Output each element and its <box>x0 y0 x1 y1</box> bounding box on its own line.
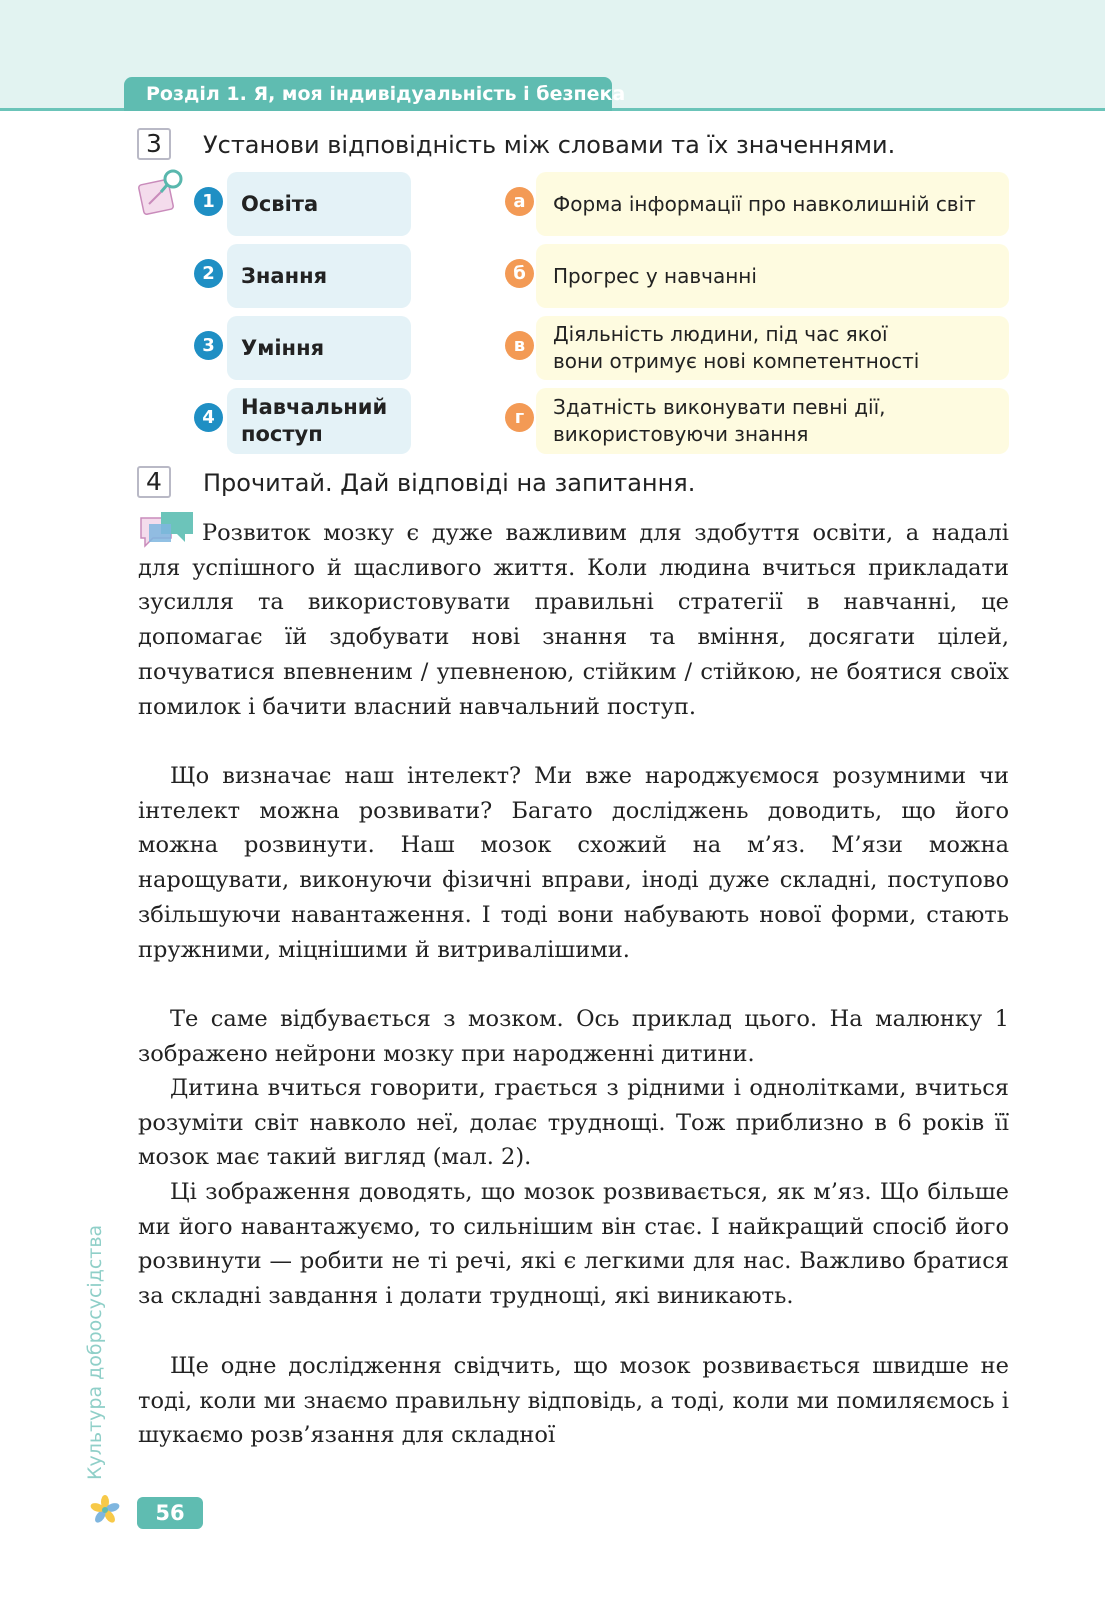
term-marker-4: 4 <box>194 403 223 432</box>
reading-paragraph-3: Те саме відбувається з мозком. Ось приклад цього. На малюнку 1 зображено нейрони мозку при народженні дитини. <box>138 1006 1009 1067</box>
definition-marker-g: г <box>505 403 534 432</box>
definition-text: Прогрес у навчанні <box>553 263 757 288</box>
definition-marker-b: б <box>505 259 534 288</box>
reading-paragraph-4: Дитина вчиться говорити, грається з рідними і однолітками, вчиться розуміти світ навколо неї, долає труднощі. Тож приблизно в 6 років її мозок має такий вигляд (мал. 2). <box>138 1075 1009 1171</box>
definition-box-g[interactable] <box>536 388 1009 454</box>
definition-marker-v: в <box>505 331 534 360</box>
reading-paragraph-2: Що визначає наш інтелект? Ми вже народжуємося розумними чи інтелект можна розвивати? Багато досліджень доводить, що його можна розвинути. Наш мозок схожий на м’яз. М’язи можна нарощувати, виконуючи фізичні вправи, іноді дуже складні, поступово збільшуючи навантаження. І тоді вони набувають нової форми, стають пружними, міцнішими й витривалішими. <box>138 763 1009 963</box>
term-label: Освіта <box>241 192 319 216</box>
term-box-3[interactable] <box>227 316 411 380</box>
term-box-2[interactable] <box>227 244 411 308</box>
term-marker-2: 2 <box>194 259 223 288</box>
task-4-number: 4 <box>137 466 171 498</box>
definition-text: Здатність виконувати певні дії, використовуючи знання <box>553 395 886 446</box>
definition-text: Діяльність людини, під час якої вони отримує нові компетентності <box>553 322 920 373</box>
definition-text: Форма інформації про навколишній світ <box>553 191 976 216</box>
reading-paragraph-5: Ці зображення доводять, що мозок розвивається, як м’яз. Що більше ми його навантажуємо, то сильнішим він стає. І найкращий спосіб його розвинути — робити не ті речі, які є легкими для нас. Важливо братися за складні завдання і долати труднощі, які виникають. <box>138 1179 1009 1310</box>
flower-icon <box>90 1495 120 1525</box>
definition-box-a[interactable] <box>536 172 1009 236</box>
term-marker-1: 1 <box>194 187 223 216</box>
task-3-number: 3 <box>137 128 171 160</box>
term-label: Знання <box>241 264 328 288</box>
term-marker-3: 3 <box>194 331 223 360</box>
chapter-label: Розділ 1. Я, моя індивідуальність і безпека <box>124 77 612 111</box>
page-number: 56 <box>137 1497 203 1529</box>
side-section-title: Культура добросусідства <box>84 1224 106 1480</box>
definition-box-b[interactable] <box>536 244 1009 308</box>
reading-paragraph-1: Розвиток мозку є дуже важливим для здобуття освіти, а надалі для успішного й щасливого життя. Коли людина вчиться прикладати зусилля та використовувати правильні стратегії в навчанні, це допомагає їй здобувати нові знання та вміння, досягати цілей, почуватися впевненим / упевненою, стійким / стійкою, не боятися своїх помилок і бачити власний навчальний поступ. <box>138 520 1009 720</box>
definition-box-v[interactable] <box>536 316 1009 380</box>
task-4-instruction: Прочитай. Дай відповіді на запитання. <box>203 469 696 497</box>
definition-marker-a: а <box>505 187 534 216</box>
magnifier-pencil-icon <box>137 166 189 218</box>
task-3-instruction: Установи відповідність між словами та їх значеннями. <box>203 131 896 159</box>
term-label: Уміння <box>241 336 325 360</box>
term-box-4[interactable] <box>227 388 411 454</box>
term-label: Навчальний поступ <box>241 395 388 446</box>
reading-paragraph-6: Ще одне дослідження свідчить, що мозок розвивається швидше не тоді, коли ми знаємо правильну відповідь, а тоді, коли ми помиляємось і шукаємо розв’язання для складної <box>138 1353 1009 1449</box>
term-box-1[interactable] <box>227 172 411 236</box>
